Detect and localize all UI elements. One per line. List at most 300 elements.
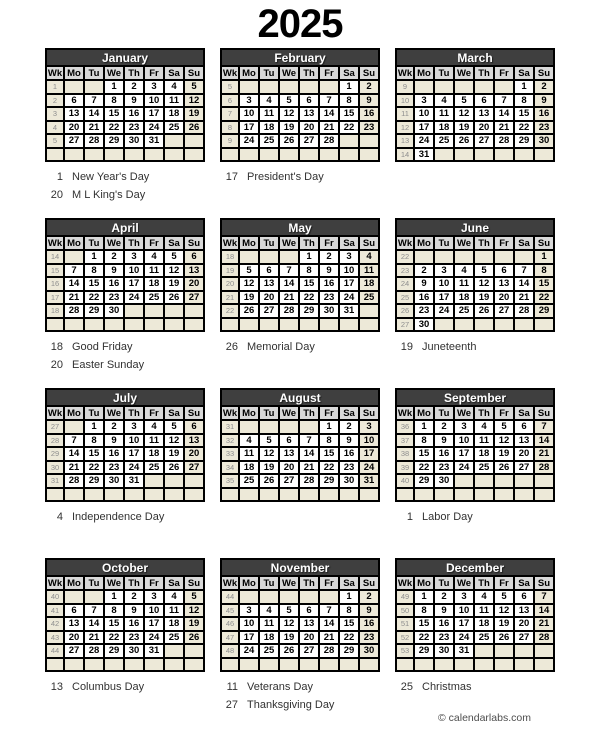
holiday-list (220, 338, 380, 356)
dow-header-fr: Fr (494, 236, 514, 250)
date-cell: 20 (514, 447, 534, 461)
date-cell: 7 (84, 604, 104, 618)
dow-header-su: Su (534, 236, 554, 250)
holiday-name: New Year's Day (72, 171, 150, 183)
week-row (396, 121, 554, 135)
week-row (46, 318, 204, 332)
date-cell: 9 (359, 604, 379, 618)
date-cell: 17 (124, 447, 144, 461)
blank-cell (534, 148, 554, 162)
week-number-cell (396, 488, 414, 502)
blank-cell (319, 590, 339, 604)
date-cell: 23 (414, 304, 434, 318)
date-cell: 14 (279, 277, 299, 291)
date-cell: 11 (164, 604, 184, 618)
month-header-row (221, 389, 379, 406)
week-number-cell: 38 (396, 447, 414, 461)
date-cell: 4 (144, 250, 164, 264)
date-cell: 3 (434, 264, 454, 278)
date-cell: 8 (84, 264, 104, 278)
week-number-cell: 9 (396, 80, 414, 94)
holiday-date: 17 (225, 171, 238, 183)
blank-cell (474, 658, 494, 672)
month-body (46, 250, 204, 331)
blank-cell (494, 148, 514, 162)
date-cell: 9 (104, 264, 124, 278)
date-cell: 29 (534, 304, 554, 318)
dow-header-su: Su (184, 406, 204, 420)
date-cell: 2 (124, 590, 144, 604)
week-number-cell: 45 (221, 604, 239, 618)
date-cell: 3 (359, 420, 379, 434)
blank-cell (534, 488, 554, 502)
holiday-date: 19 (400, 341, 413, 353)
month-header-row (46, 559, 204, 576)
week-number-cell (221, 658, 239, 672)
week-number-cell: 2 (46, 94, 64, 108)
date-cell: 27 (299, 644, 319, 658)
blank-cell (299, 318, 319, 332)
blank-cell (299, 80, 319, 94)
date-cell: 29 (104, 134, 124, 148)
date-cell: 11 (434, 107, 454, 121)
date-cell: 9 (104, 434, 124, 448)
holiday-date: 27 (225, 699, 238, 711)
blank-cell (124, 658, 144, 672)
date-cell: 11 (239, 447, 259, 461)
blank-cell (184, 134, 204, 148)
holiday-item (220, 338, 380, 356)
holiday-name: Christmas (422, 681, 472, 693)
date-cell: 22 (299, 291, 319, 305)
blank-cell (164, 474, 184, 488)
blank-cell (184, 304, 204, 318)
holiday-date: 20 (50, 189, 63, 201)
date-cell: 18 (259, 121, 279, 135)
date-cell: 17 (144, 107, 164, 121)
week-row (396, 304, 554, 318)
date-cell: 28 (64, 474, 84, 488)
date-cell: 3 (454, 420, 474, 434)
date-cell: 19 (239, 291, 259, 305)
blank-cell (434, 318, 454, 332)
holiday-list (220, 678, 380, 714)
date-cell: 4 (164, 590, 184, 604)
date-cell: 29 (84, 474, 104, 488)
dow-header-sa: Sa (164, 66, 184, 80)
date-cell: 19 (259, 461, 279, 475)
date-cell: 2 (434, 420, 454, 434)
blank-cell (164, 134, 184, 148)
month-table (220, 558, 380, 672)
date-cell: 1 (84, 420, 104, 434)
date-cell: 1 (299, 250, 319, 264)
week-row (46, 80, 204, 94)
date-cell: 2 (414, 264, 434, 278)
week-number-cell: 35 (221, 474, 239, 488)
date-cell: 12 (164, 264, 184, 278)
date-cell: 12 (239, 277, 259, 291)
blank-cell (184, 148, 204, 162)
week-number-cell (221, 148, 239, 162)
date-cell: 11 (474, 434, 494, 448)
blank-cell (414, 658, 434, 672)
blank-cell (64, 250, 84, 264)
week-number-cell: 51 (396, 617, 414, 631)
date-cell: 18 (359, 277, 379, 291)
date-cell: 15 (84, 447, 104, 461)
date-cell: 5 (454, 94, 474, 108)
holiday-item (45, 168, 205, 186)
holiday-name: Memorial Day (247, 341, 315, 353)
holiday-date: 11 (226, 681, 238, 693)
week-row (46, 134, 204, 148)
holiday-name: President's Day (247, 171, 324, 183)
date-cell: 10 (454, 604, 474, 618)
date-cell: 16 (104, 277, 124, 291)
month-body (396, 80, 554, 161)
date-cell: 1 (414, 590, 434, 604)
week-row (396, 447, 554, 461)
date-cell: 20 (494, 291, 514, 305)
date-cell: 16 (124, 107, 144, 121)
blank-cell (279, 148, 299, 162)
month-name: September (396, 389, 554, 406)
date-cell: 29 (84, 304, 104, 318)
date-cell: 29 (299, 304, 319, 318)
holiday-date: 1 (406, 511, 413, 523)
date-cell: 1 (104, 590, 124, 604)
date-cell: 7 (514, 264, 534, 278)
date-cell: 6 (474, 94, 494, 108)
date-cell: 23 (339, 461, 359, 475)
date-cell: 30 (124, 644, 144, 658)
date-cell: 13 (474, 107, 494, 121)
date-cell: 29 (514, 134, 534, 148)
date-cell: 28 (319, 644, 339, 658)
dow-header-sa: Sa (514, 236, 534, 250)
week-number-cell: 5 (221, 80, 239, 94)
blank-cell (494, 658, 514, 672)
month-table (45, 48, 205, 162)
date-cell: 14 (514, 277, 534, 291)
date-cell: 7 (319, 94, 339, 108)
blank-cell (319, 318, 339, 332)
dow-header-th: Th (474, 236, 494, 250)
blank-cell (514, 318, 534, 332)
blank-cell (184, 488, 204, 502)
date-cell: 14 (64, 447, 84, 461)
date-cell: 1 (514, 80, 534, 94)
date-cell: 2 (319, 250, 339, 264)
date-cell: 15 (514, 107, 534, 121)
holiday-list (395, 678, 555, 696)
month-header-row (396, 49, 554, 66)
dow-header-tu: Tu (434, 576, 454, 590)
month-body (221, 590, 379, 671)
date-cell: 18 (434, 121, 454, 135)
date-cell: 18 (164, 617, 184, 631)
blank-cell (494, 80, 514, 94)
blank-cell (124, 318, 144, 332)
blank-cell (339, 658, 359, 672)
month-body (46, 420, 204, 501)
blank-cell (514, 644, 534, 658)
date-cell: 5 (164, 420, 184, 434)
date-cell: 8 (339, 604, 359, 618)
date-cell: 16 (319, 277, 339, 291)
dow-header-mo: Mo (64, 406, 84, 420)
week-number-cell: 46 (221, 617, 239, 631)
week-row (396, 420, 554, 434)
date-cell: 10 (454, 434, 474, 448)
date-cell: 27 (514, 461, 534, 475)
month-name: December (396, 559, 554, 576)
week-row (46, 107, 204, 121)
week-number-cell: 8 (221, 121, 239, 135)
week-row (221, 121, 379, 135)
date-cell: 12 (164, 434, 184, 448)
week-row (221, 488, 379, 502)
date-cell: 21 (534, 447, 554, 461)
dow-header-mo: Mo (64, 66, 84, 80)
blank-cell (144, 318, 164, 332)
week-row (221, 148, 379, 162)
month-name: July (46, 389, 204, 406)
date-cell: 27 (279, 474, 299, 488)
date-cell: 13 (184, 434, 204, 448)
dow-header-tu: Tu (84, 236, 104, 250)
dow-header-tu: Tu (259, 406, 279, 420)
dow-header-sa: Sa (514, 66, 534, 80)
date-cell: 26 (164, 461, 184, 475)
dow-header-tu: Tu (259, 576, 279, 590)
date-cell: 8 (299, 264, 319, 278)
week-number-cell: 12 (396, 121, 414, 135)
week-row (221, 134, 379, 148)
date-cell: 6 (184, 250, 204, 264)
week-number-cell: 16 (46, 277, 64, 291)
date-cell: 3 (124, 250, 144, 264)
date-cell: 10 (239, 617, 259, 631)
week-row (46, 121, 204, 135)
month-july (45, 388, 205, 558)
week-row (46, 474, 204, 488)
week-row (221, 264, 379, 278)
date-cell: 15 (84, 277, 104, 291)
dow-header-tu: Tu (259, 66, 279, 80)
week-row (396, 318, 554, 332)
date-cell: 27 (64, 134, 84, 148)
date-cell: 19 (279, 631, 299, 645)
date-cell: 24 (434, 304, 454, 318)
date-cell: 25 (164, 631, 184, 645)
date-cell: 6 (299, 94, 319, 108)
date-cell: 23 (104, 291, 124, 305)
week-row (221, 658, 379, 672)
month-april (45, 218, 205, 388)
date-cell: 6 (259, 264, 279, 278)
date-cell: 27 (299, 134, 319, 148)
holiday-date: 4 (56, 511, 63, 523)
blank-cell (454, 474, 474, 488)
date-cell: 29 (319, 474, 339, 488)
week-row (221, 107, 379, 121)
dow-header-we: We (454, 576, 474, 590)
date-cell: 27 (184, 461, 204, 475)
week-number-cell: 19 (221, 264, 239, 278)
blank-cell (339, 488, 359, 502)
week-number-cell: 20 (221, 277, 239, 291)
month-september (395, 388, 555, 558)
date-cell: 28 (534, 631, 554, 645)
date-cell: 6 (494, 264, 514, 278)
blank-cell (64, 80, 84, 94)
date-cell: 10 (359, 434, 379, 448)
dow-header-we: We (454, 406, 474, 420)
week-number-cell: 37 (396, 434, 414, 448)
dow-header-fr: Fr (319, 406, 339, 420)
date-cell: 13 (494, 277, 514, 291)
holiday-name: Juneteenth (422, 341, 477, 353)
dow-header-mo: Mo (239, 66, 259, 80)
dow-header-th: Th (474, 576, 494, 590)
blank-cell (474, 318, 494, 332)
blank-cell (239, 318, 259, 332)
month-header-row (396, 389, 554, 406)
month-body (46, 590, 204, 671)
week-number-cell: 10 (396, 94, 414, 108)
blank-cell (319, 658, 339, 672)
dow-header-fr: Fr (144, 576, 164, 590)
blank-cell (64, 420, 84, 434)
week-row (221, 604, 379, 618)
date-cell: 27 (474, 134, 494, 148)
date-cell: 19 (494, 617, 514, 631)
date-cell: 11 (144, 434, 164, 448)
date-cell: 5 (184, 590, 204, 604)
week-number-cell: 50 (396, 604, 414, 618)
holiday-item (220, 678, 380, 696)
date-cell: 3 (454, 590, 474, 604)
week-row (221, 617, 379, 631)
date-cell: 9 (319, 264, 339, 278)
blank-cell (474, 148, 494, 162)
date-cell: 28 (64, 304, 84, 318)
week-row (221, 291, 379, 305)
dow-header-su: Su (534, 576, 554, 590)
date-cell: 24 (414, 134, 434, 148)
week-row (221, 318, 379, 332)
holiday-date: 25 (400, 681, 413, 693)
dow-header-wk: Wk (397, 407, 413, 419)
holiday-name: Labor Day (422, 511, 473, 523)
dow-header-fr: Fr (494, 406, 514, 420)
dow-header-fr: Fr (494, 66, 514, 80)
week-row (46, 264, 204, 278)
date-cell: 6 (514, 590, 534, 604)
dow-header-th: Th (299, 406, 319, 420)
dow-header-wk: Wk (397, 67, 413, 79)
blank-cell (339, 318, 359, 332)
date-cell: 7 (84, 94, 104, 108)
date-cell: 27 (514, 631, 534, 645)
date-cell: 21 (299, 461, 319, 475)
date-cell: 25 (239, 474, 259, 488)
holiday-item (220, 168, 380, 186)
week-number-cell: 18 (46, 304, 64, 318)
blank-cell (144, 658, 164, 672)
week-number-cell: 26 (396, 304, 414, 318)
holiday-name: M L King's Day (72, 189, 146, 201)
dow-header-tu: Tu (434, 236, 454, 250)
week-number-cell: 53 (396, 644, 414, 658)
week-number-cell: 25 (396, 291, 414, 305)
week-number-cell: 29 (46, 447, 64, 461)
blank-cell (454, 658, 474, 672)
dow-header-tu: Tu (84, 66, 104, 80)
date-cell: 20 (299, 121, 319, 135)
date-cell: 21 (319, 121, 339, 135)
holiday-item (395, 508, 555, 526)
dow-header-wk: Wk (47, 67, 63, 79)
week-row (46, 291, 204, 305)
date-cell: 25 (454, 304, 474, 318)
date-cell: 26 (164, 291, 184, 305)
month-name: August (221, 389, 379, 406)
date-cell: 29 (104, 644, 124, 658)
month-may (220, 218, 380, 388)
day-of-week-header-row (221, 66, 379, 80)
blank-cell (279, 318, 299, 332)
week-number-cell: 14 (396, 148, 414, 162)
date-cell: 12 (279, 617, 299, 631)
dow-header-sa: Sa (339, 406, 359, 420)
dow-header-sa: Sa (164, 236, 184, 250)
week-number-cell: 14 (46, 250, 64, 264)
date-cell: 14 (64, 277, 84, 291)
date-cell: 5 (474, 264, 494, 278)
month-body (221, 250, 379, 331)
date-cell: 31 (144, 134, 164, 148)
dow-header-fr: Fr (144, 236, 164, 250)
date-cell: 12 (494, 604, 514, 618)
date-cell: 6 (64, 94, 84, 108)
date-cell: 18 (164, 107, 184, 121)
date-cell: 6 (279, 434, 299, 448)
week-number-cell: 17 (46, 291, 64, 305)
date-cell: 12 (184, 604, 204, 618)
week-row (396, 264, 554, 278)
week-row (396, 461, 554, 475)
week-number-cell: 44 (221, 590, 239, 604)
date-cell: 24 (339, 291, 359, 305)
week-row (396, 277, 554, 291)
date-cell: 16 (434, 447, 454, 461)
blank-cell (434, 488, 454, 502)
month-name: January (46, 49, 204, 66)
blank-cell (259, 590, 279, 604)
month-november (220, 558, 380, 728)
blank-cell (319, 148, 339, 162)
dow-header-sa: Sa (339, 576, 359, 590)
month-body (221, 420, 379, 501)
date-cell: 13 (64, 107, 84, 121)
week-number-cell: 23 (396, 264, 414, 278)
week-row (221, 80, 379, 94)
week-number-cell: 11 (396, 107, 414, 121)
blank-cell (124, 304, 144, 318)
